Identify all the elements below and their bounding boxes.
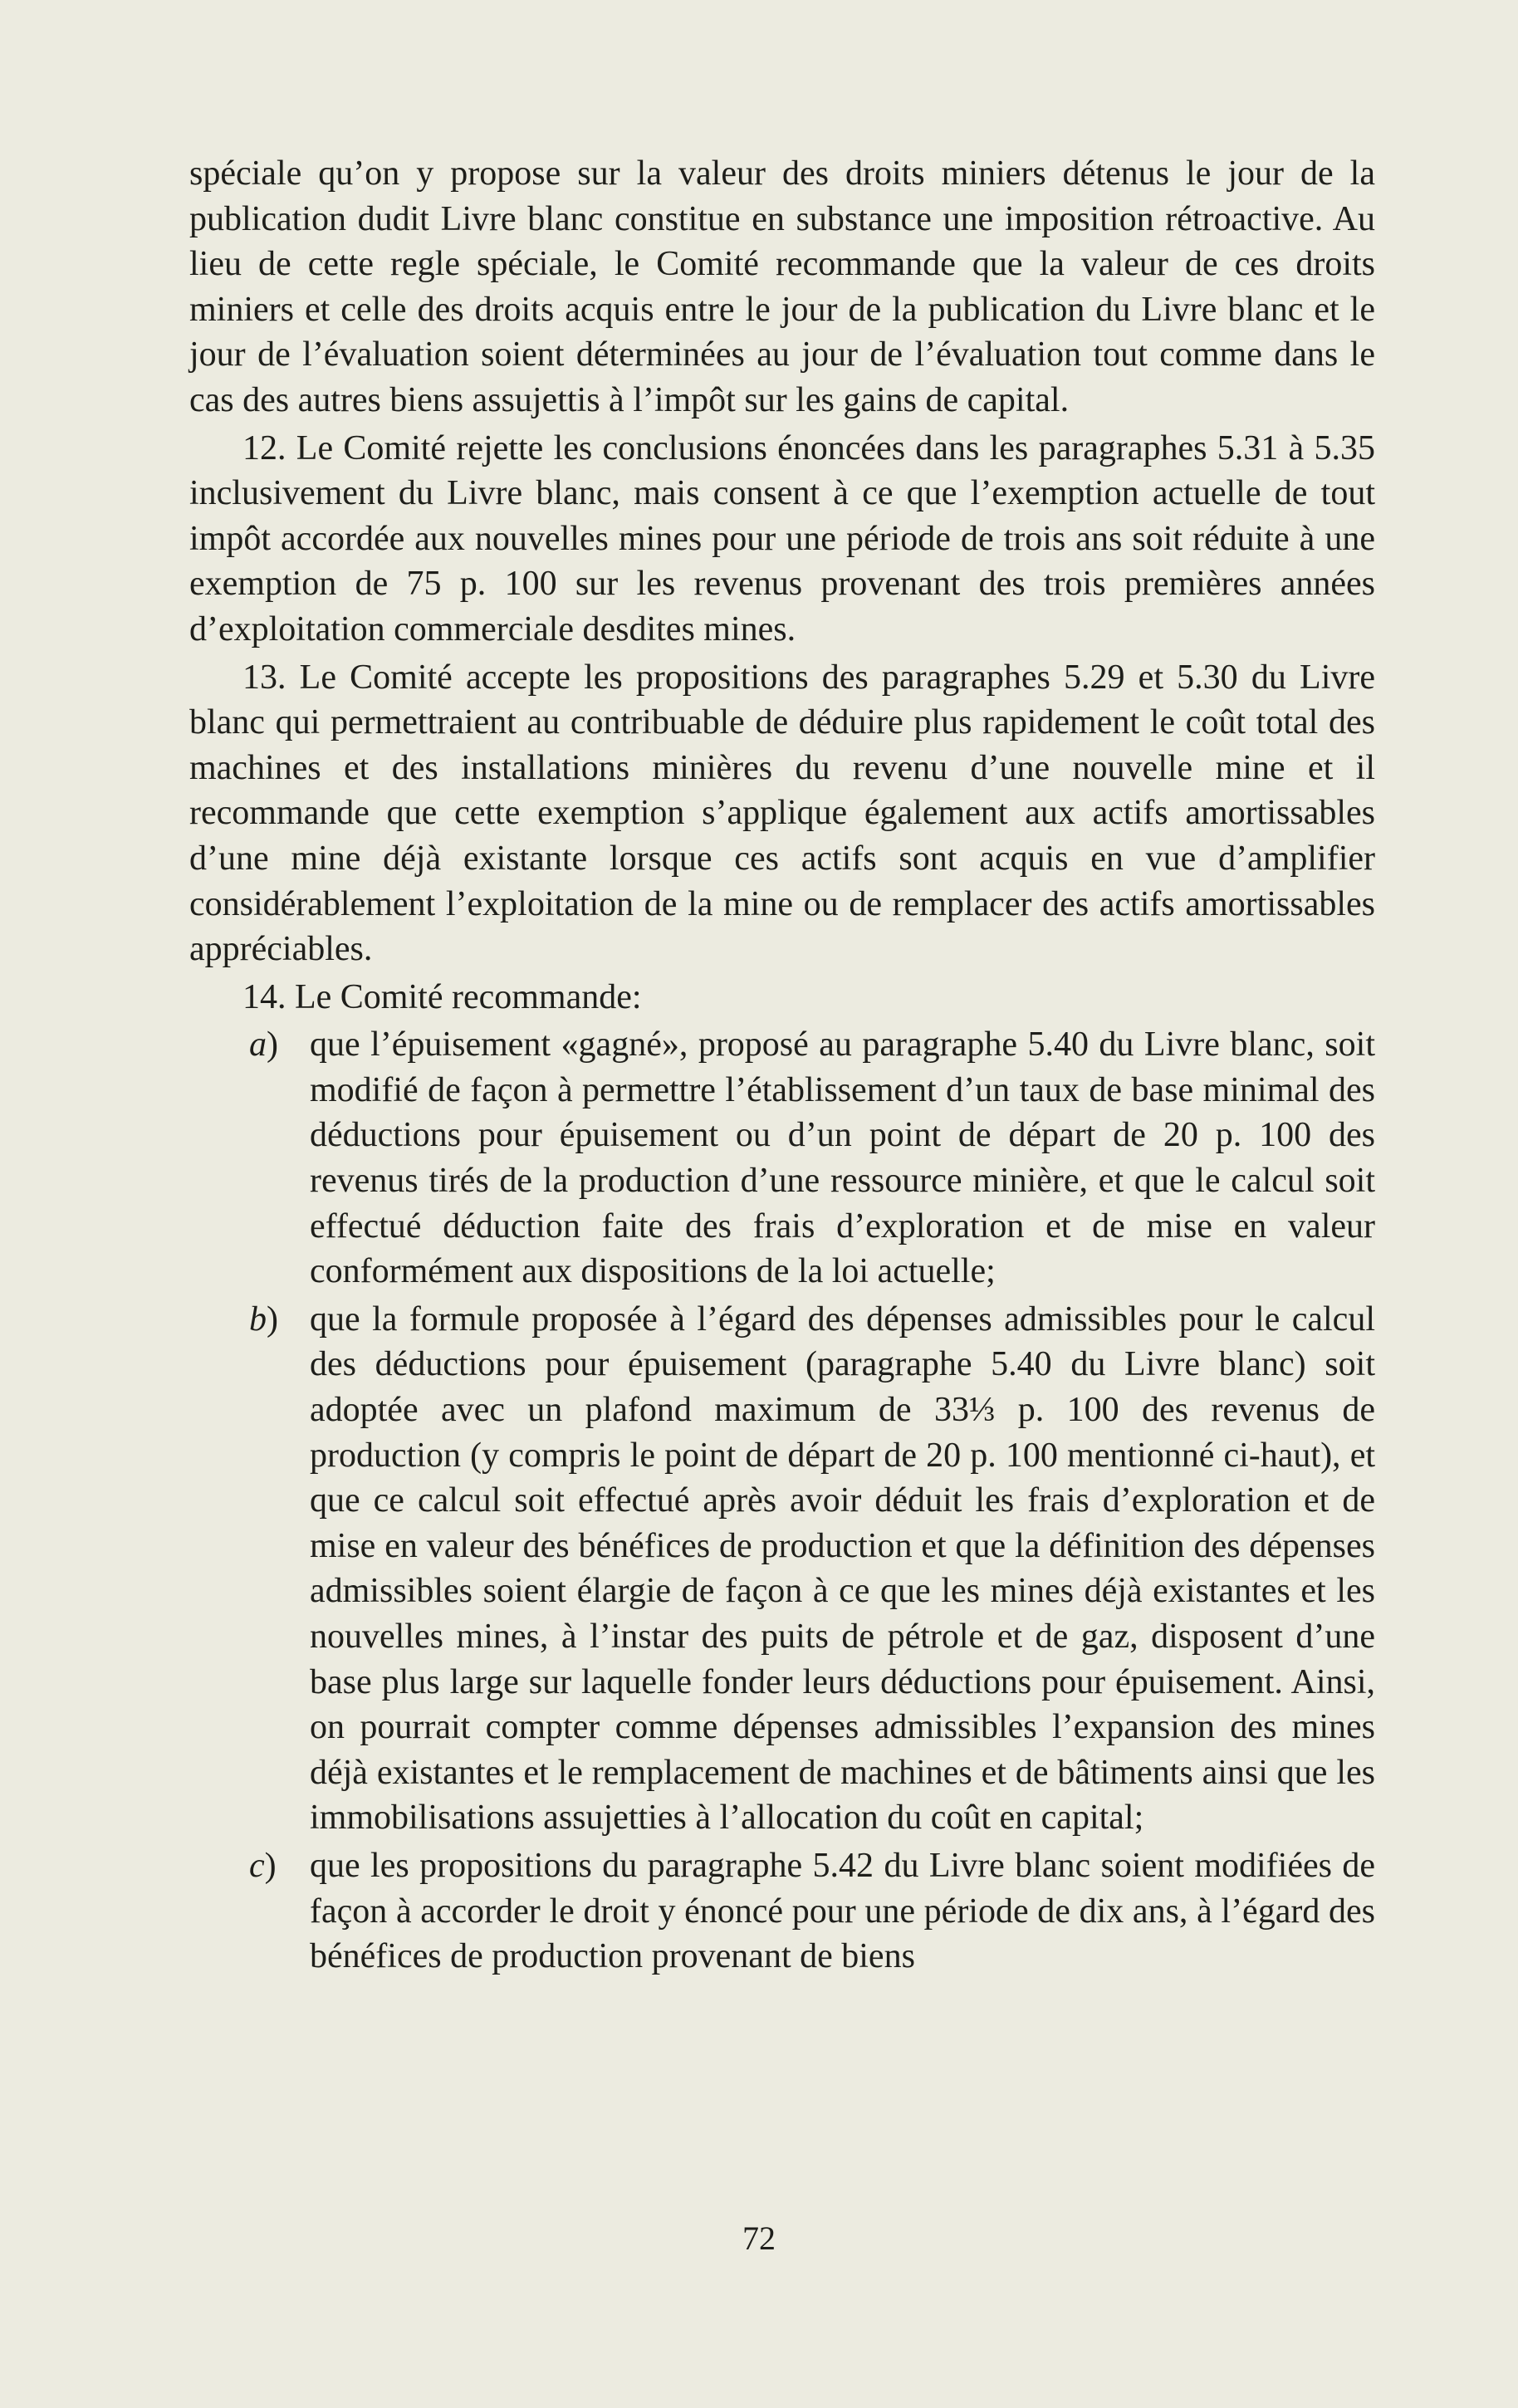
paragraph-13: 13. Le Comité accepte les propositions des paragraphes 5.29 et 5.30 du Livre blanc qui permettraient au contribuable de déduire plus rapidement le coût total des machines et des installations minières du revenu d’une nouvelle mine et il recommande que cette exemption s’applique également aux actifs amortissables d’une mine déjà existante lorsque ces actifs sont acquis en vue d’amplifier considérablement l’exploitation de la mine ou de remplacer des actifs amortissables appréciables.	[189, 658, 1375, 969]
list-text-b: que la formule proposée à l’égard des dépenses admissibles pour le calcul des déductions pour épuisement (paragraphe 5.40 du Livre blanc) soit adoptée avec un plafond maximum de 33⅓ p. 100 des revenus de production (y compris le point de départ de 20 p. 100 mentionné ci-haut), et que ce calcul soit effectué après avoir déduit les frais d’exploration et de mise en valeur des bénéfices de production et que la définition des dépenses admissibles soient élargie de façon à ce que les mines déjà existantes et les nouvelles mines, à l’instar des puits de pétrole et de gaz, disposent d’une base plus large sur laquelle fonder leurs déductions pour épuisement. Ainsi, on pourrait compter comme dépenses admissibles l’expansion des mines déjà existantes et le remplacement de machines et de bâtiments ainsi que les immobilisations assujetties à l’allocation du coût en capital;	[310, 1299, 1375, 1838]
paragraph-continuation: spéciale qu’on y propose sur la valeur des droits miniers détenus le jour de la publication dudit Livre blanc constitue en substance une imposition rétroactive. Au lieu de cette regle spéciale, le Comité recommande que la valeur de ces droits miniers et celle des droits acquis entre le jour de la publication du Livre blanc et le jour de l’évaluation soient déterminées au jour de l’évaluation tout comme dans le cas des autres biens assujettis à l’impôt sur les gains de capital.	[189, 154, 1375, 419]
list-item-a	[189, 1022, 1375, 1295]
list-item-b	[189, 1297, 1375, 1841]
paragraph-12: 12. Le Comité rejette les conclusions énoncées dans les paragraphes 5.31 à 5.35 inclusivement du Livre blanc, mais consent à ce que l’exemption actuelle de tout impôt accordée aux nouvelles mines pour une période de trois ans soit réduite à une exemption de 75 p. 100 sur les revenus provenant des trois premières années d’exploitation commerciale desdites mines.	[189, 428, 1375, 648]
page-number: 72	[742, 2220, 776, 2257]
body-text	[189, 151, 1375, 1982]
list-item-c	[189, 1843, 1375, 1980]
list-text-c: que les propositions du paragraphe 5.42 du Livre blanc soient modifiées de façon à accorder le droit y énoncé pour une période de dix ans, à l’égard des bénéfices de production provenant de biens	[310, 1846, 1375, 1976]
list-text-a: que l’épuisement «gagné», proposé au paragraphe 5.40 du Livre blanc, soit modifié de façon à permettre l’établissement d’un taux de base minimal des déductions pour épuisement ou d’un point de départ de 20 p. 100 des revenus tirés de la production d’une ressource minière, et que le calcul soit effectué déduction faite des frais d’exploration et de mise en valeur conformément aux dispositions de la loi actuelle;	[310, 1025, 1375, 1291]
list-label-b: b)	[249, 1299, 278, 1339]
list-label-c: c)	[249, 1846, 277, 1885]
recommendation-list	[189, 1022, 1375, 1979]
list-label-a: a)	[249, 1025, 278, 1065]
paragraph-14: 14. Le Comité recommande:	[242, 977, 642, 1016]
